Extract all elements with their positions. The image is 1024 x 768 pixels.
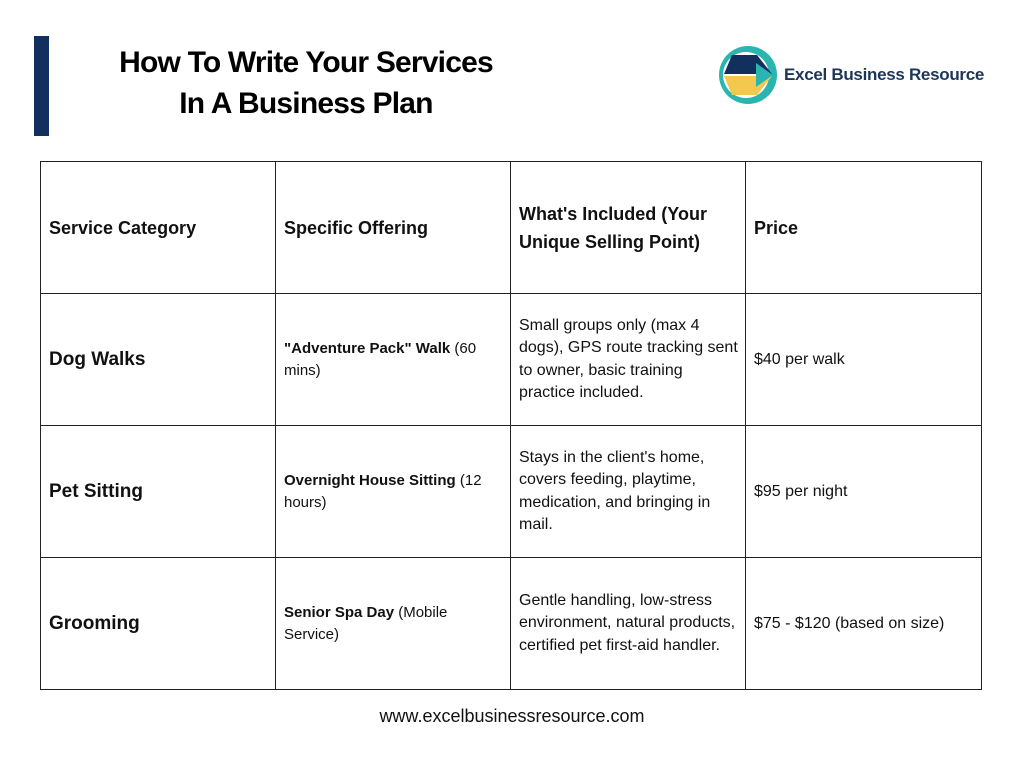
- price-cell: $40 per walk: [746, 294, 982, 426]
- logo-icon: [718, 45, 778, 105]
- title-line-2: In A Business Plan: [179, 87, 433, 120]
- table-row: [41, 426, 982, 558]
- service-category-cell: Dog Walks: [41, 294, 276, 426]
- whats-included-cell: Gentle handling, low-stress environment, natural products, certified pet first-aid handler.: [511, 558, 746, 690]
- price-cell: $95 per night: [746, 426, 982, 558]
- table-row: [41, 294, 982, 426]
- whats-included-cell: Small groups only (max 4 dogs), GPS route tracking sent to owner, basic training practice included.: [511, 294, 746, 426]
- header-specific-offering: Specific Offering: [276, 162, 511, 294]
- footer-url[interactable]: www.excelbusinessresource.com: [379, 706, 645, 726]
- offering-detail: (Mobile Service): [284, 603, 448, 643]
- table-row: [41, 558, 982, 690]
- table-header-row: [41, 162, 982, 294]
- offering-detail: (12 hours): [284, 471, 482, 511]
- specific-offering-cell: [276, 426, 511, 558]
- page-title: [60, 42, 552, 124]
- specific-offering-cell: [276, 294, 511, 426]
- offering-name: Overnight House Sitting: [284, 471, 456, 489]
- offering-name: Senior Spa Day: [284, 603, 395, 621]
- services-table: [40, 161, 982, 690]
- header-price: Price: [746, 162, 982, 294]
- logo-text: Excel Business Resource: [784, 65, 985, 84]
- accent-bar: [34, 36, 49, 136]
- price-cell: $75 - $120 (based on size): [746, 558, 982, 690]
- service-category-cell: Pet Sitting: [41, 426, 276, 558]
- specific-offering-cell: [276, 558, 511, 690]
- offering-detail: (60 mins): [284, 339, 477, 379]
- whats-included-cell: Stays in the client's home, covers feeding, playtime, medication, and bringing in mail.: [511, 426, 746, 558]
- brand-logo[interactable]: [718, 44, 984, 106]
- title-line-1: How To Write Your Services: [119, 46, 493, 79]
- header-whats-included: What's Included (Your Unique Selling Point): [511, 162, 746, 294]
- offering-name: "Adventure Pack" Walk: [284, 339, 451, 357]
- header-service-category: Service Category: [41, 162, 276, 294]
- service-category-cell: Grooming: [41, 558, 276, 690]
